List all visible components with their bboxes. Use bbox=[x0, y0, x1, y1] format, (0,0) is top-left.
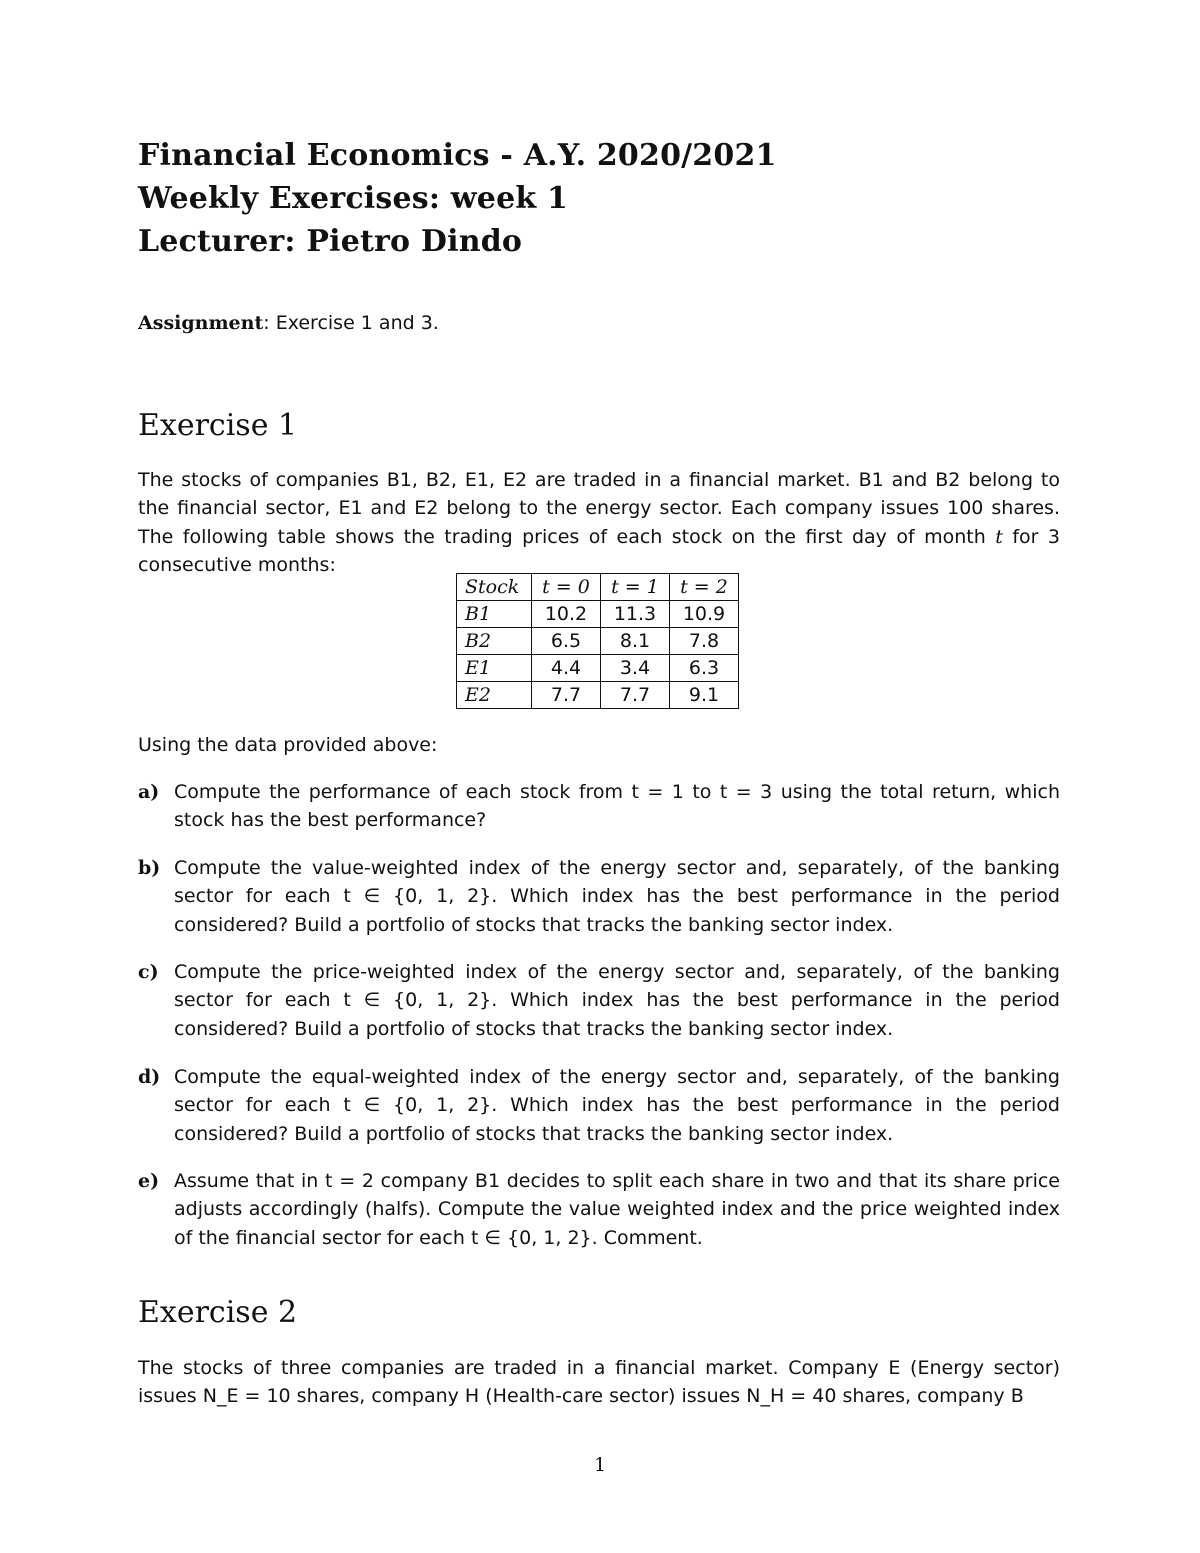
question-text: Compute the price-weighted index of the energy sector and, separately, of the banking sector for each t ∈ {0, 1, 2}. Which index has the best performance in the period considered? Build a portfolio of stocks that tracks the banking sector index. bbox=[174, 961, 1060, 1040]
table-row bbox=[457, 682, 739, 709]
assignment-text: : Exercise 1 and 3. bbox=[263, 312, 439, 334]
exercise-1-intro-end: for 3 consecutive months: bbox=[138, 525, 1061, 577]
table-cell: 8.1 bbox=[601, 628, 670, 655]
question-a bbox=[138, 778, 1060, 835]
table-cell: 3.4 bbox=[601, 655, 670, 682]
exercise-2-intro: The stocks of three companies are traded in a financial market. Company E (Energy sector) issues N_E = 10 shares, company H (Health-care sector) issues N_H = 40 shares, company B bbox=[138, 1357, 1060, 1408]
table-cell: B1 bbox=[457, 601, 532, 628]
table-header-cell: t = 2 bbox=[670, 574, 739, 601]
table-header-cell: Stock bbox=[457, 574, 532, 601]
lecturer-line: Lecturer: Pietro Dindo bbox=[138, 224, 523, 259]
table-cell: 10.9 bbox=[670, 601, 739, 628]
assignment-line bbox=[138, 309, 439, 337]
exercise-1-intro-var: t bbox=[995, 525, 1003, 548]
table-cell: 10.2 bbox=[532, 601, 601, 628]
week-title: Weekly Exercises: week 1 bbox=[138, 181, 569, 216]
table-row bbox=[457, 601, 739, 628]
using-data-line: Using the data provided above: bbox=[138, 734, 438, 756]
exercise-2-heading: Exercise 2 bbox=[138, 1295, 298, 1330]
question-text: Compute the performance of each stock from t = 1 to t = 3 using the total return, which stock has the best performance? bbox=[174, 781, 1060, 832]
table-header-cell: t = 1 bbox=[601, 574, 670, 601]
table-header-cell: t = 0 bbox=[532, 574, 601, 601]
question-marker: e) bbox=[138, 1170, 160, 1192]
exercise-1-intro bbox=[138, 466, 1060, 580]
exercise-1-intro-text: The stocks of companies B1, B2, E1, E2 are traded in a financial market. B1 and B2 belong to the financial sector, E1 and E2 belong to the energy sector. Each company issues 100 shares. The following table shows the trading prices of each stock on the first day of month bbox=[138, 469, 1060, 548]
table-cell: E1 bbox=[457, 655, 532, 682]
table-row bbox=[457, 628, 739, 655]
question-c bbox=[138, 958, 1060, 1043]
table-cell: E2 bbox=[457, 682, 532, 709]
question-marker: b) bbox=[138, 857, 161, 879]
question-text: Compute the equal-weighted index of the energy sector and, separately, of the banking sector for each t ∈ {0, 1, 2}. Which index has the best performance in the period considered? Build a portfolio of stocks that tracks the banking sector index. bbox=[174, 1066, 1060, 1145]
title-block bbox=[138, 134, 1058, 263]
table-header-row bbox=[457, 574, 739, 601]
course-title: Financial Economics - A.Y. 2020/2021 bbox=[138, 138, 777, 173]
table-row bbox=[457, 655, 739, 682]
table-cell: 11.3 bbox=[601, 601, 670, 628]
assignment-label: Assignment bbox=[138, 312, 264, 334]
question-e bbox=[138, 1167, 1060, 1252]
table-cell: B2 bbox=[457, 628, 532, 655]
question-marker: d) bbox=[138, 1066, 161, 1088]
stock-price-table bbox=[456, 573, 739, 709]
table-cell: 9.1 bbox=[670, 682, 739, 709]
table-cell: 7.8 bbox=[670, 628, 739, 655]
page-number: 1 bbox=[593, 1454, 607, 1476]
table-cell: 7.7 bbox=[532, 682, 601, 709]
question-marker: c) bbox=[138, 961, 159, 983]
table-cell: 6.5 bbox=[532, 628, 601, 655]
question-marker: a) bbox=[138, 781, 160, 803]
question-text: Assume that in t = 2 company B1 decides to split each share in two and that its share price adjusts accordingly (halfs). Compute the value weighted index and the price weighted index of the financial sector for each t ∈ {0, 1, 2}. Comment. bbox=[174, 1170, 1060, 1249]
table-cell: 7.7 bbox=[601, 682, 670, 709]
table-cell: 6.3 bbox=[670, 655, 739, 682]
question-b bbox=[138, 854, 1060, 939]
exercise-1-heading: Exercise 1 bbox=[138, 408, 298, 443]
question-text: Compute the value-weighted index of the energy sector and, separately, of the banking sector for each t ∈ {0, 1, 2}. Which index has the best performance in the period considered? Build a portfolio of stocks that tracks the banking sector index. bbox=[174, 857, 1060, 936]
table-cell: 4.4 bbox=[532, 655, 601, 682]
question-d bbox=[138, 1063, 1060, 1148]
